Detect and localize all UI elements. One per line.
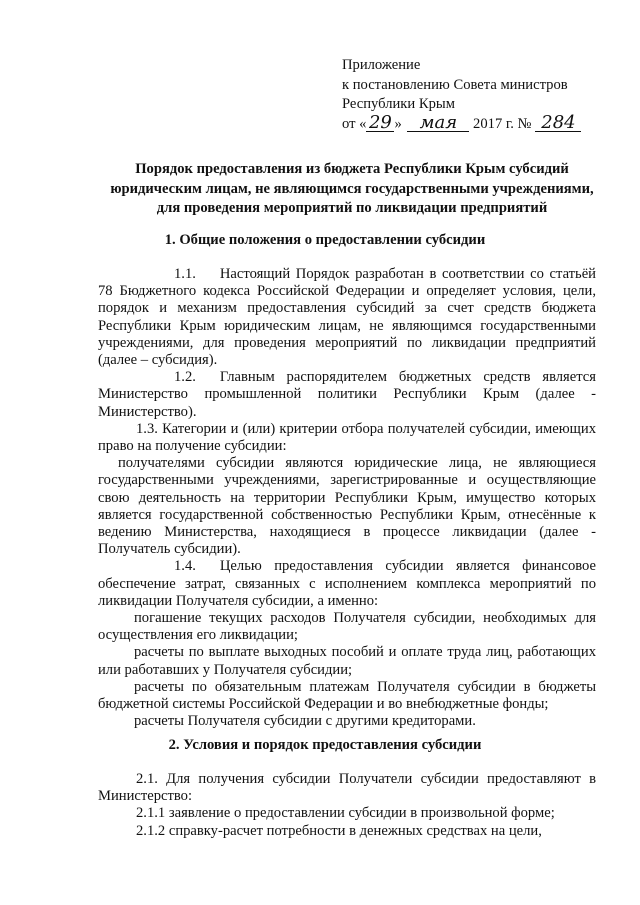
handwritten-day: 29 bbox=[366, 115, 394, 132]
appendix-line-1: Приложение bbox=[342, 57, 421, 73]
paragraph-2-1-1: 2.1.1 заявление о предоставлении субсидии в произвольной форме; bbox=[136, 805, 555, 822]
paragraph-number: 1.2. bbox=[174, 369, 196, 386]
document-title bbox=[92, 160, 612, 219]
date-mid: » bbox=[394, 115, 402, 132]
year-text: 2017 г. № bbox=[473, 115, 532, 132]
title-line-3: для проведения мероприятий по ликвидации предприятий bbox=[156, 200, 548, 216]
paragraph-number: 1.4. bbox=[174, 558, 196, 575]
section-1-body bbox=[98, 266, 596, 730]
section-2-body bbox=[98, 771, 596, 840]
paragraph-1-2 bbox=[98, 369, 596, 421]
paragraph-1-4-a: погашение текущих расходов Получателя субсидии, необходимых для осуществления его ликвидации; bbox=[98, 610, 596, 644]
appendix-line-2: к постановлению Совета министров bbox=[342, 76, 568, 93]
paragraph-2-1: 2.1. Для получения субсидии Получатели субсидии предоставляют в Министерство: bbox=[98, 771, 596, 805]
paragraph-1-4-b: расчеты по выплате выходных пособий и оплате труда лиц, работающих или работавших у Получателя субсидии; bbox=[98, 644, 596, 678]
section-1-heading: 1. Общие положения о предоставлении субсидии bbox=[164, 232, 486, 248]
paragraph-text: Настоящий Порядок разработан в соответствии со статьёй 78 Бюджетного кодекса Российской Федерации и определяет условия, цели, порядок и механизм предоставления субсидий за счет средств бюджета Республики Крым юридическим лицам, не являющимся государственными учреждениями, для проведения мероприятий по ликвидации предприятий (далее – субсидия). bbox=[98, 266, 596, 369]
paragraph-text: Главным распорядителем бюджетных средств является Министерство промышленной политики Республики Крым (далее - Министерство). bbox=[98, 369, 596, 420]
paragraph-1-3: 1.3. Категории и (или) критерии отбора получателей субсидии, имеющих право на получение субсидии: bbox=[98, 420, 596, 455]
paragraph-1-1 bbox=[98, 266, 596, 369]
title-line-2: юридическим лицам, не являющимся государственными учреждениями, bbox=[110, 180, 594, 197]
title-line-1: Порядок предоставления из бюджета Республики Крым субсидий bbox=[135, 161, 569, 177]
paragraph-number: 1.1. bbox=[174, 266, 196, 282]
handwritten-number: 284 bbox=[535, 115, 581, 132]
paragraph-1-4-d: расчеты Получателя субсидии с другими кредиторами. bbox=[134, 713, 476, 730]
paragraph-1-3-a: получателями субсидии являются юридические лица, не являющиеся государственными учреждениями, зарегистрированные и осуществляющие свою деятельность на территории Республики Крым, имущество которых является государственной собственностью Республики Крым, отнесённые к ведению Министерства, находящиеся в процессе ликвидации (далее - Получатель субсидии). bbox=[98, 455, 596, 558]
paragraph-1-4 bbox=[98, 558, 596, 610]
paragraph-2-1-2: 2.1.2 справку-расчет потребности в денежных средствах на цели, bbox=[136, 822, 542, 839]
section-2-heading: 2. Условия и порядок предоставления субсидии bbox=[168, 737, 482, 753]
paragraph-1-4-c: расчеты по обязательным платежам Получателя субсидии в бюджеты бюджетной системы Российской Федерации и во внебюджетные фонды; bbox=[98, 678, 596, 713]
handwritten-month: мая bbox=[407, 115, 469, 132]
date-prefix: от « bbox=[342, 115, 367, 132]
appendix-header bbox=[342, 56, 581, 134]
paragraph-text: Целью предоставления субсидии является финансовое обеспечение затрат, связанных с исполнением комплекса мероприятий по ликвидации Получателя субсидии, а именно: bbox=[98, 558, 596, 609]
appendix-date-line bbox=[342, 111, 581, 135]
appendix-line-3: Республики Крым bbox=[342, 96, 455, 112]
